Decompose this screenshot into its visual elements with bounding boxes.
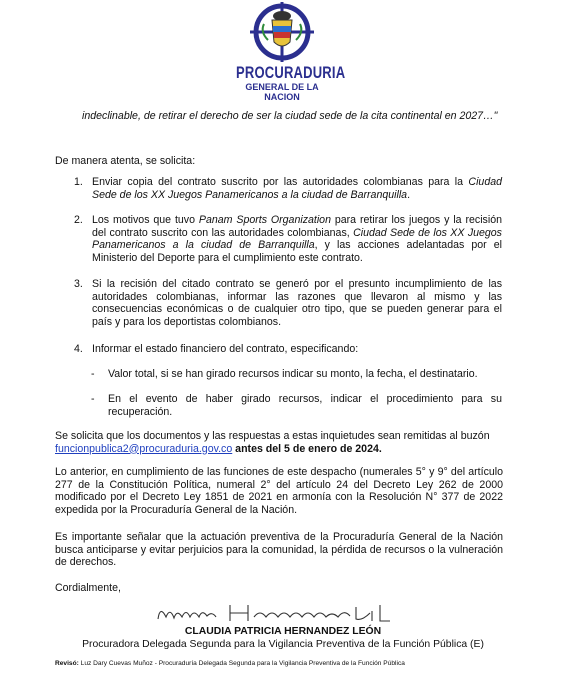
importance-paragraph: Es importante señalar que la actuación preventiva de la Procuraduría General de la Nación busca anticiparse y evitar perjuicios para la comunidad, la pérdida de recursos o la vulneración de derechos. (55, 531, 503, 569)
org-name-line2: GENERAL DE LA NACION (245, 82, 319, 102)
email-link[interactable]: funcionpublica2@procuraduria.gov.co (55, 442, 233, 455)
procuraduria-logo (236, 2, 346, 104)
subitem-1: - Valor total, si se han girado recursos indicar su monto, la fecha, el destinatario. (91, 368, 478, 380)
remit-paragraph: Se solicita que los documentos y las respuestas a estas inquietudes sean remitidas al buzón funcionpublica2@procuraduria.gov.co antes del 5 de enero de 2024. (55, 430, 490, 455)
coat-of-arms-icon (236, 2, 328, 62)
request-item-2: 2. Los motivos que tuvo Panam Sports Organization para retirar los juegos y la recisión del contrato suscrito con las autoridades colombianas, Ciudad Sede de los XX Juegos Panamericanos a la ciudad de Barranquilla, y las acciones adelantadas por el Ministerio del Deporte para el cumplimiento este contrato. (74, 214, 502, 264)
legal-paragraph: Lo anterior, en cumplimiento de las funciones de este despacho (numerales 5° y 9° del artículo 277 de la Constitución Política, numeral 2° del artículo 24 del Decreto Ley 262 de 2000 modificado por el Decreto Ley 1851 de 2021 en armonía con la Resolución N° 377 de 2022 expedida por la Procuraduría General de la Nación. (55, 466, 503, 516)
intro-paragraph: De manera atenta, se solicita: (55, 155, 196, 167)
reviewed-by: Revisó: Luz Dary Cuevas Muñoz - Procuraduría Delegada Segunda para la Vigilancia Preventiva de la Función Pública (55, 660, 405, 667)
quote-paragraph: indeclinable, de retirar el derecho de ser la ciudad sede de la cita continental en 2027…" (82, 110, 498, 122)
handwritten-signature (150, 599, 410, 625)
signatory-role: Procuradora Delegada Segunda para la Vigilancia Preventiva de la Función Pública (E) (82, 639, 484, 650)
signatory-name: CLAUDIA PATRICIA HERNANDEZ LEÓN (184, 626, 382, 637)
request-item-1: 1. Enviar copia del contrato suscrito por las autoridades colombianas para la Ciudad Sede de los XX Juegos Panamericanos a la ciudad de Barranquilla. (74, 176, 502, 201)
request-item-4: 4. Informar el estado financiero del contrato, especificando: (74, 343, 359, 355)
org-name-line1: PROCURADURIA (236, 62, 346, 82)
request-item-3: 3. Si la recisión del citado contrato se generó por el presunto incumplimiento de las autoridades colombianas, informar las razones que llevaron al mismo y las consecuencias económicas o de cualquier otro tipo, que se pueden generar para el país y para los deportistas colombianos. (74, 278, 502, 328)
closing: Cordialmente, (55, 582, 121, 594)
subitem-2: - En el evento de haber girado recursos, indicar el procedimiento para su recuperación. (91, 393, 502, 418)
